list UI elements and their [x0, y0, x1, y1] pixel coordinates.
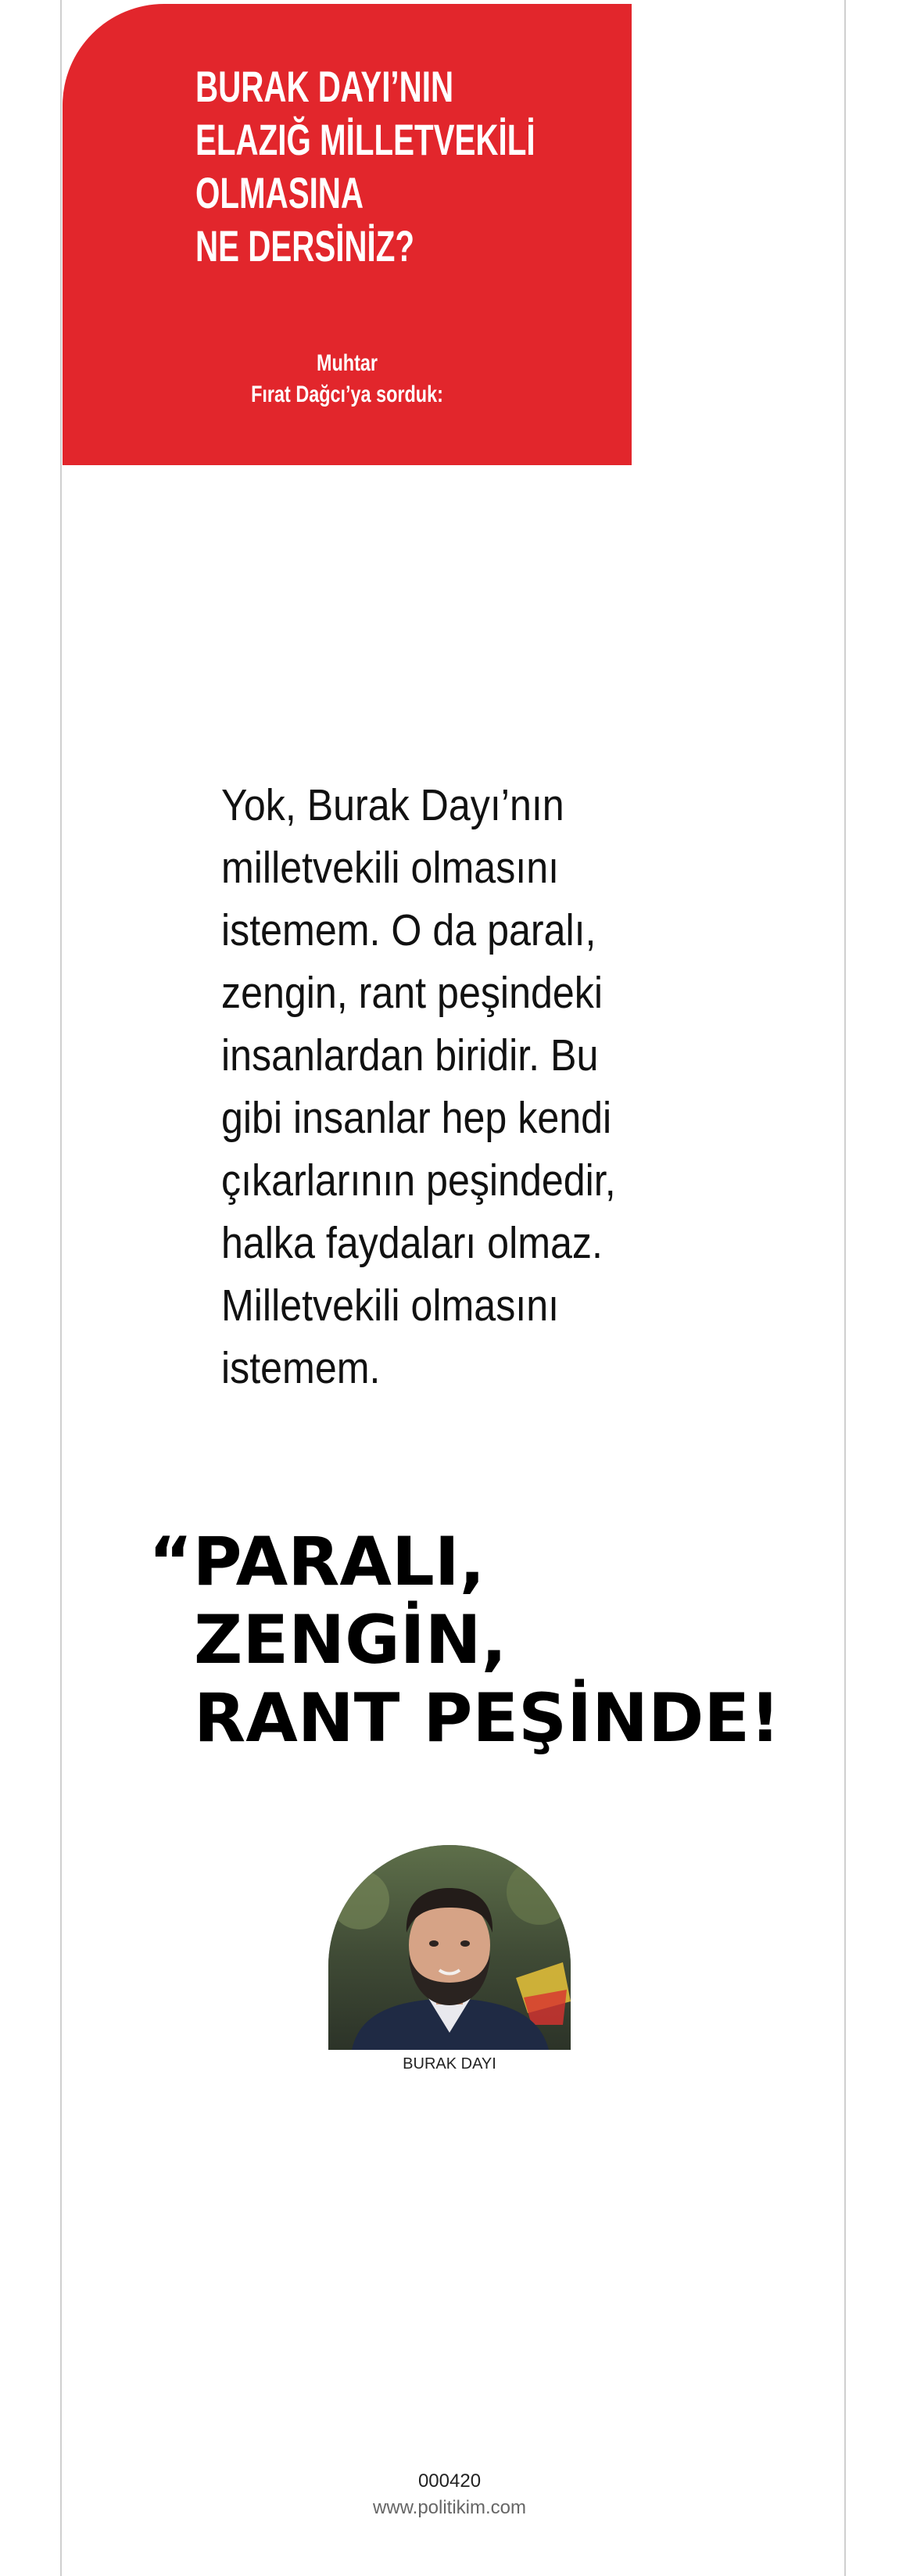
- pull-quote: [149, 1523, 780, 1757]
- pull-quote-line: RANT PEŞİNDE!: [194, 1679, 781, 1757]
- answer-line: insanlardan biridir. Bu: [221, 1030, 599, 1080]
- pull-quote-line: “PARALI,: [149, 1523, 485, 1601]
- answer-line: çıkarlarının peşindedir,: [221, 1155, 616, 1206]
- answer-line: Milletvekili olmasını: [221, 1281, 560, 1331]
- answer-line: gibi insanlar hep kendi: [221, 1093, 612, 1143]
- headline: [195, 60, 535, 273]
- pull-quote-line: ZENGİN,: [194, 1601, 507, 1679]
- answer-line: istemem.: [221, 1343, 381, 1393]
- headline-line: OLMASINA: [195, 168, 364, 217]
- subheading-line: Fırat Dağcı’ya sorduk:: [251, 382, 443, 407]
- answer-text: [221, 774, 722, 1399]
- answer-line: milletvekili olmasını: [221, 843, 560, 893]
- photo-caption: BURAK DAYI: [403, 2055, 496, 2073]
- headline-line: ELAZIĞ MİLLETVEKİLİ: [195, 115, 535, 164]
- portrait-photo: [328, 1845, 571, 2050]
- portrait-illustration: [328, 1845, 571, 2050]
- left-border-line: [60, 0, 62, 2576]
- footer-url[interactable]: www.politikim.com: [372, 2497, 527, 2518]
- right-border-line: [844, 0, 846, 2576]
- answer-line: istemem. O da paralı,: [221, 905, 596, 955]
- header-card: [63, 4, 632, 465]
- answer-line: zengin, rant peşindeki: [221, 968, 603, 1018]
- footer-code: 000420: [417, 2470, 482, 2492]
- answer-line: Yok, Burak Dayı’nın: [221, 780, 564, 830]
- subheading-line: Muhtar: [317, 350, 378, 376]
- subheading: [63, 348, 632, 410]
- headline-line: NE DERSİNİZ?: [195, 221, 415, 270]
- headline-line: BURAK DAYI’NIN: [195, 62, 454, 111]
- answer-line: halka faydaları olmaz.: [221, 1218, 603, 1268]
